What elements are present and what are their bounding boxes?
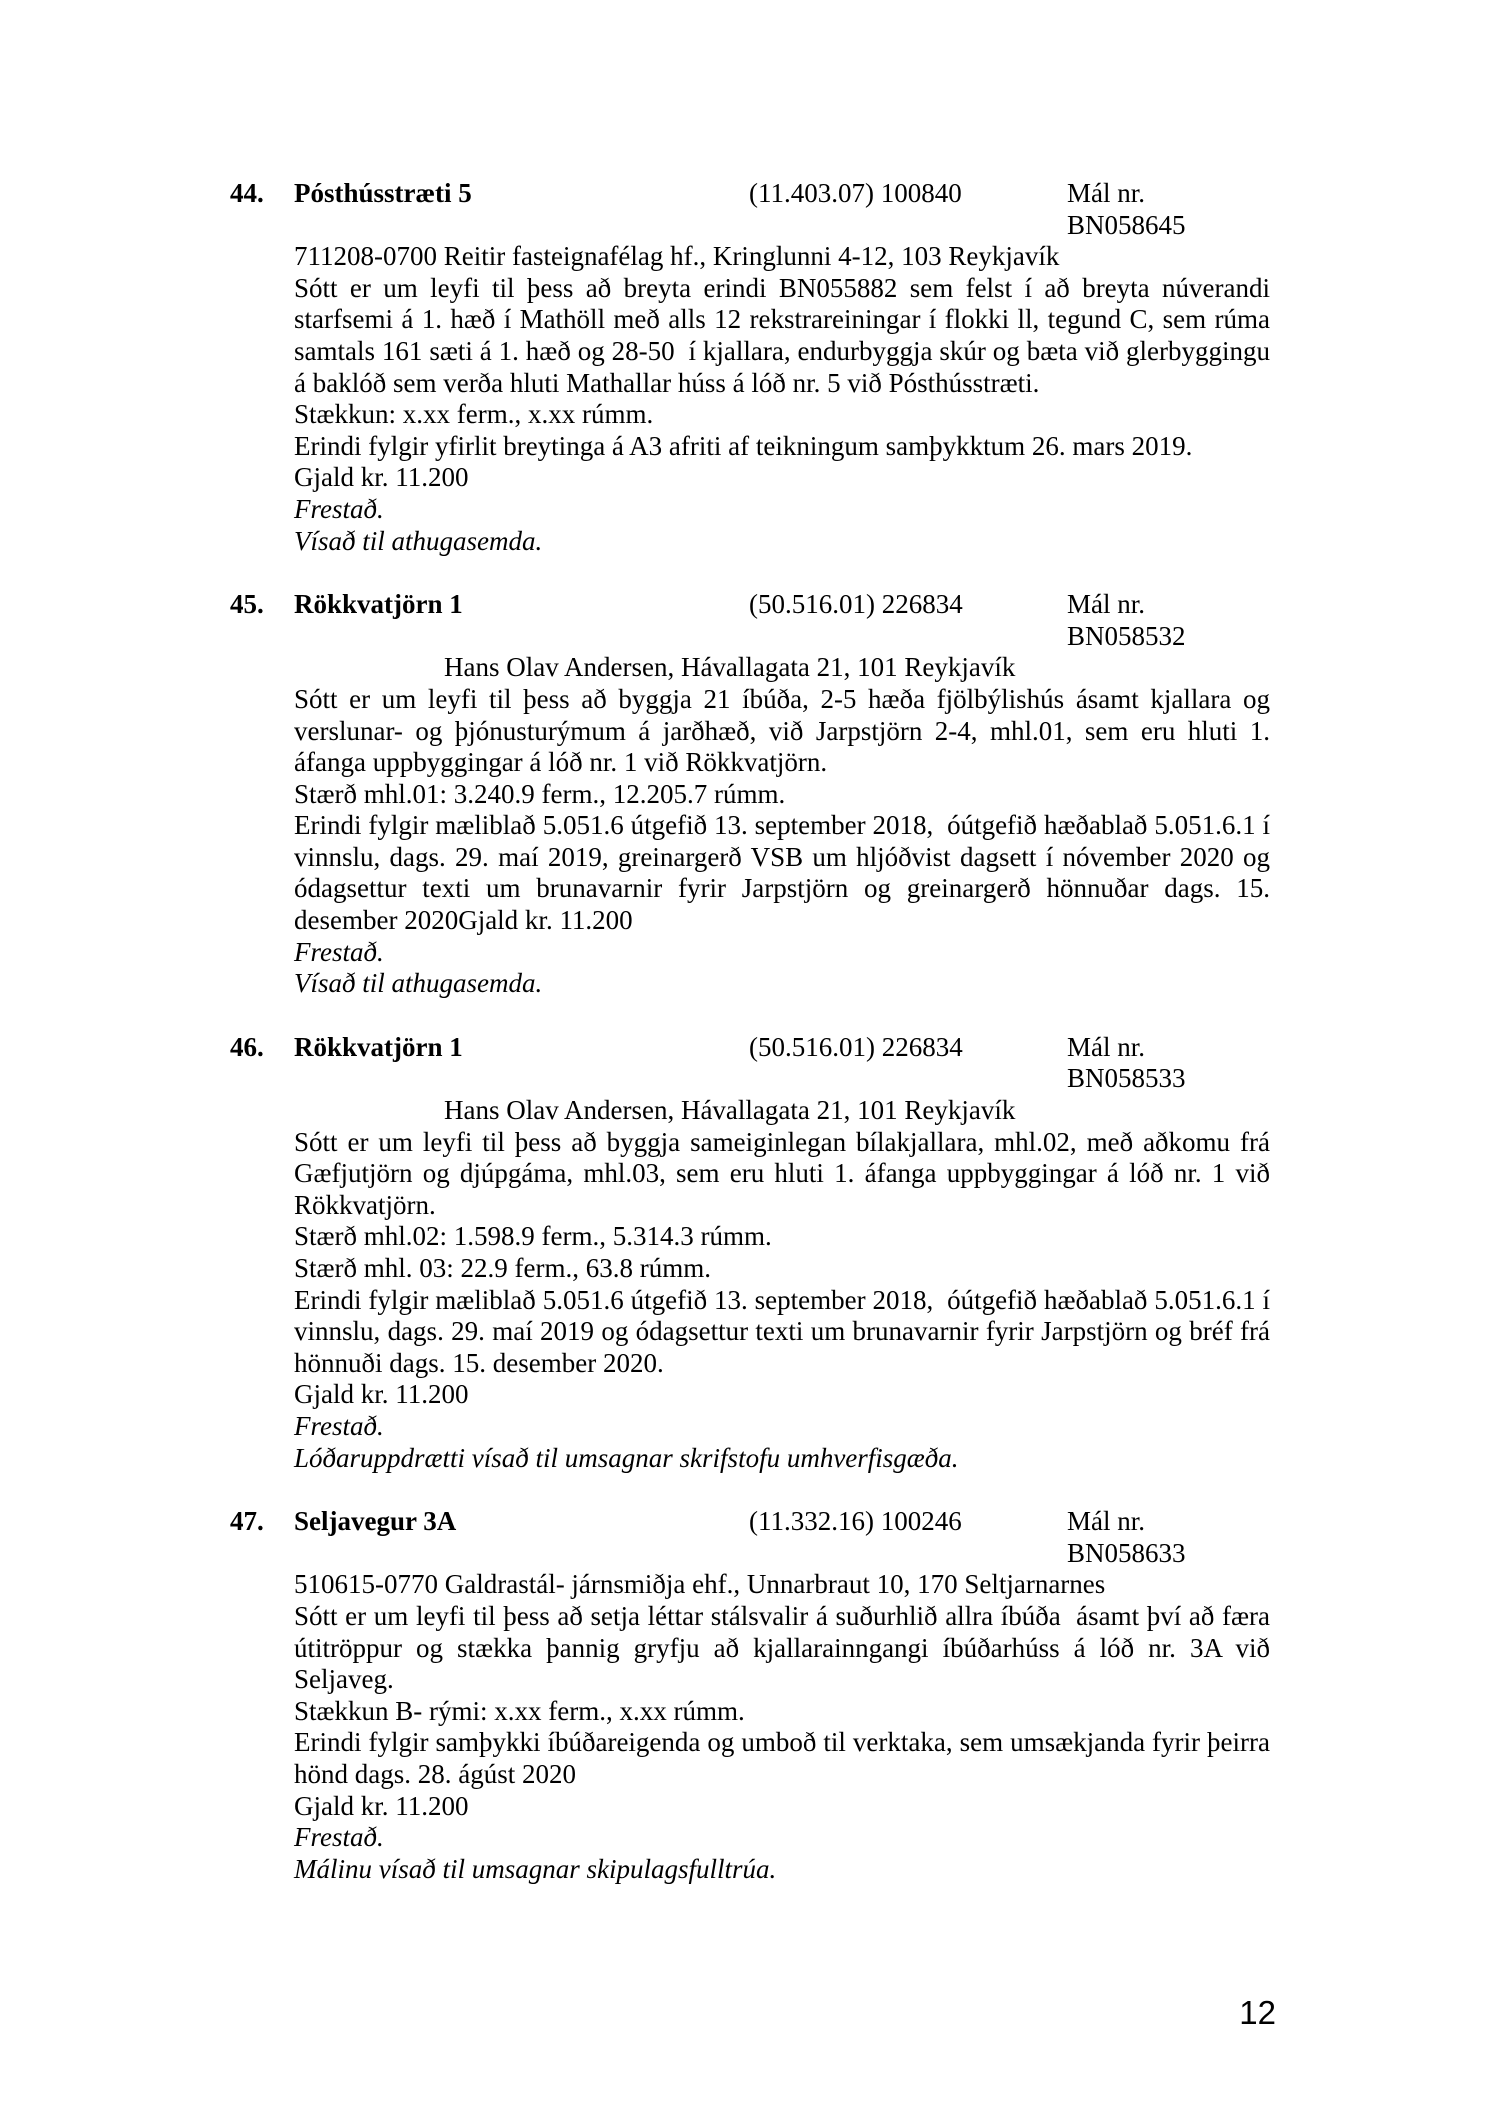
body-paragraph: Erindi fylgir mæliblað 5.051.6 útgefið 13. september 2018, óútgefið hæðablað 5.051.6.1 í vinnslu, dags. 29. maí 2019, greinargerð VSB um hljóðvist dagsett í nóvember 2020 og ódagsettur texti um brunavarnir fyrir Jarpstjörn og greinargerð hönnuðar dags. 15. desember 2020Gjald kr. 11.200	[294, 810, 1277, 936]
body-paragraph: Erindi fylgir mæliblað 5.051.6 útgefið 13. september 2018, óútgefið hæðablað 5.051.6.1 í vinnslu, dags. 29. maí 2019 og ódagsettur texti um brunavarnir fyrir Jarpstjörn og bréf frá hönnuði dags. 15. desember 2020.	[294, 1284, 1277, 1378]
body-paragraph: Stækkun B- rými: x.xx ferm., x.xx rúmm.	[294, 1695, 745, 1726]
item-reference: (50.516.01) 226834	[749, 589, 963, 620]
applicant-line: 510615-0770 Galdrastál- járnsmiðja ehf., Unnarbraut 10, 170 Seltjarnarnes	[294, 1569, 1106, 1600]
status-line: Frestað.	[294, 1410, 384, 1441]
status-line: Frestað.	[294, 1822, 384, 1853]
item-case-number: Mál nr. BN058532	[1067, 589, 1186, 651]
item-number: 45.	[230, 589, 264, 620]
page-number: 12	[1239, 1994, 1276, 2031]
body-paragraph: Stærð mhl. 03: 22.9 ferm., 63.8 rúmm.	[294, 1253, 711, 1283]
body-paragraph: Stækkun: x.xx ferm., x.xx rúmm.	[294, 399, 654, 430]
item-title: Rökkvatjörn 1	[294, 589, 463, 620]
applicant-line: Hans Olav Andersen, Hávallagata 21, 101 Reykjavík	[444, 1095, 1016, 1126]
item-case-number: Mál nr. BN058533	[1067, 1031, 1186, 1094]
status-line: Frestað.	[294, 493, 384, 524]
agenda-item-47	[230, 1506, 1277, 1885]
item-heading	[294, 589, 1270, 652]
agenda-item-46	[230, 1031, 1277, 1474]
status-line: Vísað til athugasemda.	[294, 525, 543, 556]
item-title: Seljavegur 3A	[294, 1506, 457, 1537]
body-paragraph: Stærð mhl.02: 1.598.9 ferm., 5.314.3 rúmm.	[294, 1221, 772, 1252]
status-line: Málinu vísað til umsagnar skipulagsfulltrúa.	[294, 1853, 777, 1884]
item-case-number: Mál nr. BN058645	[1067, 178, 1186, 240]
item-case-number: Mál nr. BN058633	[1067, 1506, 1186, 1568]
item-reference: (11.403.07) 100840	[749, 178, 962, 208]
body-paragraph: Sótt er um leyfi til þess að byggja 21 íbúða, 2-5 hæða fjölbýlishús ásamt kjallara og verslunar- og þjónusturýmum á jarðhæð, við Jarpstjörn 2-4, mhl.01, sem eru hluti 1. áfanga uppbyggingar á lóð nr. 1 við Rökkvatjörn.	[294, 683, 1277, 778]
item-reference: (11.332.16) 100246	[749, 1506, 962, 1537]
item-title: Pósthússtræti 5	[294, 178, 472, 208]
body-paragraph: Sótt er um leyfi til þess að setja léttar stálsvalir á suðurhlið allra íbúða ásamt því að færa útitröppur og stækka þannig gryfju að kjallarainngangi íbúðarhúss á lóð nr. 3A við Seljaveg.	[294, 1600, 1277, 1695]
body-paragraph: Sótt er um leyfi til þess að breyta erindi BN055882 sem felst í að breyta núverandi starfsemi á 1. hæð í Mathöll með alls 12 rekstrareiningar í flokki ll, tegund C, sem rúma samtals 161 sæti á 1. hæð og 28-50 í kjallara, endurbyggja skúr og bæta við glerbyggingu á baklóð sem verða hluti Mathallar húss á lóð nr. 5 við Pósthússtræti.	[294, 272, 1277, 398]
body-paragraph: Gjald kr. 11.200	[294, 1379, 469, 1410]
body-paragraph: Gjald kr. 11.200	[294, 462, 469, 493]
agenda-item-44	[230, 178, 1277, 557]
item-number: 46.	[230, 1031, 264, 1062]
applicant-line: 711208-0700 Reitir fasteignafélag hf., Kringlunni 4-12, 103 Reykjavík	[294, 241, 1060, 272]
status-line: Lóðaruppdrætti vísað til umsagnar skrifstofu umhverfisgæða.	[294, 1442, 959, 1473]
body-paragraph: Erindi fylgir yfirlit breytinga á A3 afriti af teikningum samþykktum 26. mars 2019.	[294, 430, 1193, 461]
item-number: 47.	[230, 1506, 264, 1537]
item-heading	[294, 1506, 1270, 1569]
applicant-line: Hans Olav Andersen, Hávallagata 21, 101 Reykjavík	[444, 652, 1016, 683]
status-line: Vísað til athugasemda.	[294, 968, 543, 999]
item-title: Rökkvatjörn 1	[294, 1031, 463, 1062]
agenda-items-list	[230, 178, 1277, 1917]
body-paragraph: Erindi fylgir samþykki íbúðareigenda og umboð til verktaka, sem umsækjanda fyrir þeirra hönd dags. 28. ágúst 2020	[294, 1727, 1277, 1789]
item-reference: (50.516.01) 226834	[749, 1031, 963, 1062]
status-line: Frestað.	[294, 936, 384, 967]
body-paragraph: Sótt er um leyfi til þess að byggja sameiginlegan bílakjallara, mhl.02, með aðkomu frá Gæfjutjörn og djúpgáma, mhl.03, sem eru hluti 1. áfanga uppbyggingar á lóð nr. 1 við Rökkvatjörn.	[294, 1126, 1277, 1220]
item-number: 44.	[230, 178, 264, 208]
item-heading	[294, 1032, 1270, 1095]
item-heading	[294, 178, 1270, 241]
body-paragraph: Gjald kr. 11.200	[294, 1790, 469, 1821]
body-paragraph: Stærð mhl.01: 3.240.9 ferm., 12.205.7 rúmm.	[294, 778, 786, 809]
agenda-item-45	[230, 589, 1277, 1000]
